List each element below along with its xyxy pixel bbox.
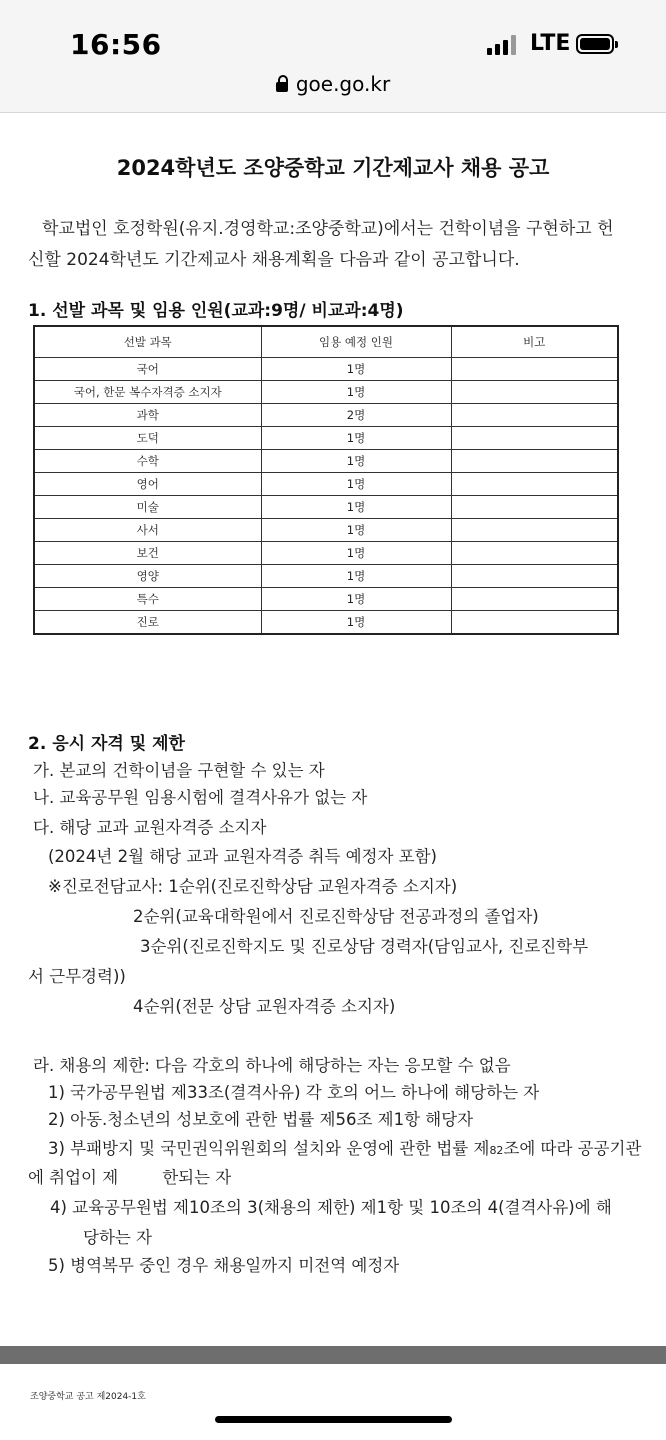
table-header-row	[34, 326, 618, 358]
subject-cell: 영양	[34, 565, 261, 588]
note-cell	[451, 473, 618, 496]
section-2-title: 2. 응시 자격 및 제한	[28, 734, 185, 754]
restriction-item: 4) 교육공무원법 제10조의 3(채용의 제한) 제1항 및 10조의 4(결격사유)에 해	[50, 1198, 612, 1217]
qualification-item: 가. 본교의 건학이념을 구현할 수 있는 자	[33, 761, 325, 780]
table-row	[34, 381, 618, 404]
subject-cell: 도덕	[34, 427, 261, 450]
count-cell: 1명	[261, 565, 451, 588]
restriction-text: 에 취업이 제	[28, 1168, 119, 1187]
table-row	[34, 450, 618, 473]
subject-cell: 미술	[34, 496, 261, 519]
career-counselor-priority: 2순위(교육대학원에서 진로진학상담 전공과정의 졸업자)	[133, 907, 539, 926]
count-cell: 1명	[261, 450, 451, 473]
battery-icon	[576, 34, 614, 54]
restriction-heading: 라. 채용의 제한: 다음 각호의 하나에 해당하는 자는 응모할 수 없음	[33, 1056, 511, 1075]
quota-table	[33, 325, 619, 635]
qualification-item: 다. 해당 교과 교원자격증 소지자	[33, 818, 267, 837]
table-row	[34, 404, 618, 427]
table-row	[34, 519, 618, 542]
restriction-text: 3) 부패방지 및 국민권익위원회의 설치와 운영에 관한 법률 제	[48, 1139, 490, 1158]
intro-paragraph	[28, 214, 636, 276]
count-cell: 1명	[261, 358, 451, 381]
column-header-subject: 선발 과목	[34, 326, 261, 358]
column-header-note: 비고	[451, 326, 618, 358]
restriction-item: 1) 국가공무원법 제33조(결격사유) 각 호의 어느 하나에 해당하는 자	[48, 1083, 540, 1102]
note-cell	[451, 381, 618, 404]
subject-cell: 특수	[34, 588, 261, 611]
network-type: LTE	[530, 31, 571, 56]
restriction-item: 5) 병역복무 중인 경우 채용일까지 미전역 예정자	[48, 1256, 400, 1275]
restriction-item-cont: 당하는 자	[83, 1228, 153, 1247]
count-cell: 1명	[261, 381, 451, 404]
section-1-title: 1. 선발 과목 및 임용 인원(교과:9명/ 비교과:4명)	[28, 301, 404, 321]
note-cell	[451, 588, 618, 611]
career-counselor-priority: 3순위(진로진학지도 및 진로상담 경력자(담임교사, 진로진학부	[140, 937, 589, 956]
restriction-text: 조에 따라 공공기관	[503, 1139, 642, 1158]
subject-cell: 국어	[34, 358, 261, 381]
table-row	[34, 358, 618, 381]
cellular-signal-icon	[487, 35, 521, 55]
page-title: 2024학년도 조양중학교 기간제교사 채용 공고	[116, 156, 550, 180]
count-cell: 1명	[261, 427, 451, 450]
table-row	[34, 588, 618, 611]
restriction-item: 2) 아동.청소년의 성보호에 관한 법률 제56조 제1항 해당자	[48, 1110, 474, 1129]
subject-cell: 과학	[34, 404, 261, 427]
restriction-item-cont	[28, 1164, 231, 1188]
count-cell: 1명	[261, 542, 451, 565]
note-cell	[451, 358, 618, 381]
table-row	[34, 611, 618, 635]
count-cell: 2명	[261, 404, 451, 427]
career-counselor-priority: ※진로전담교사: 1순위(진로진학상담 교원자격증 소지자)	[48, 877, 458, 896]
footer-divider	[0, 1346, 666, 1364]
table-row	[34, 496, 618, 519]
url-text: goe.go.kr	[295, 72, 391, 96]
subject-cell: 국어, 한문 복수자격증 소지자	[34, 381, 261, 404]
note-cell	[451, 450, 618, 473]
home-indicator[interactable]	[215, 1416, 452, 1423]
count-cell: 1명	[261, 588, 451, 611]
intro-line: 학교법인 호정학원(유지.경영학교:조양중학교)에서는 건학이념을 구현하고 헌	[42, 219, 614, 239]
table-row	[34, 427, 618, 450]
subject-cell: 수학	[34, 450, 261, 473]
table-row	[34, 473, 618, 496]
status-bar	[0, 0, 666, 113]
subject-cell: 진로	[34, 611, 261, 635]
count-cell: 1명	[261, 611, 451, 635]
note-cell	[451, 565, 618, 588]
article-number: 82	[489, 1144, 504, 1157]
note-cell	[451, 427, 618, 450]
table-row	[34, 565, 618, 588]
table-row	[34, 542, 618, 565]
intro-line: 신할 2024학년도 기간제교사 채용계획을 다음과 같이 공고합니다.	[28, 250, 520, 270]
lock-icon	[276, 82, 288, 92]
career-counselor-priority-cont: 서 근무경력))	[28, 967, 126, 986]
subject-cell: 보건	[34, 542, 261, 565]
note-cell	[451, 519, 618, 542]
count-cell: 1명	[261, 519, 451, 542]
subject-cell: 영어	[34, 473, 261, 496]
clock: 16:56	[70, 28, 162, 61]
restriction-text: 한되는 자	[162, 1168, 232, 1187]
address-bar[interactable]	[0, 72, 666, 96]
count-cell: 1명	[261, 496, 451, 519]
career-counselor-priority: 4순위(전문 상담 교원자격증 소지자)	[133, 997, 396, 1016]
count-cell: 1명	[261, 473, 451, 496]
subject-cell: 사서	[34, 519, 261, 542]
qualification-item: 나. 교육공무원 임용시험에 결격사유가 없는 자	[33, 788, 368, 807]
note-cell	[451, 542, 618, 565]
column-header-count: 임용 예정 인원	[261, 326, 451, 358]
notice-number: 조양중학교 공고 제2024-1호	[30, 1392, 146, 1402]
note-cell	[451, 496, 618, 519]
note-cell	[451, 611, 618, 635]
qualification-note: (2024년 2월 해당 교과 교원자격증 취득 예정자 포함)	[48, 847, 437, 866]
note-cell	[451, 404, 618, 427]
restriction-item	[48, 1135, 641, 1159]
